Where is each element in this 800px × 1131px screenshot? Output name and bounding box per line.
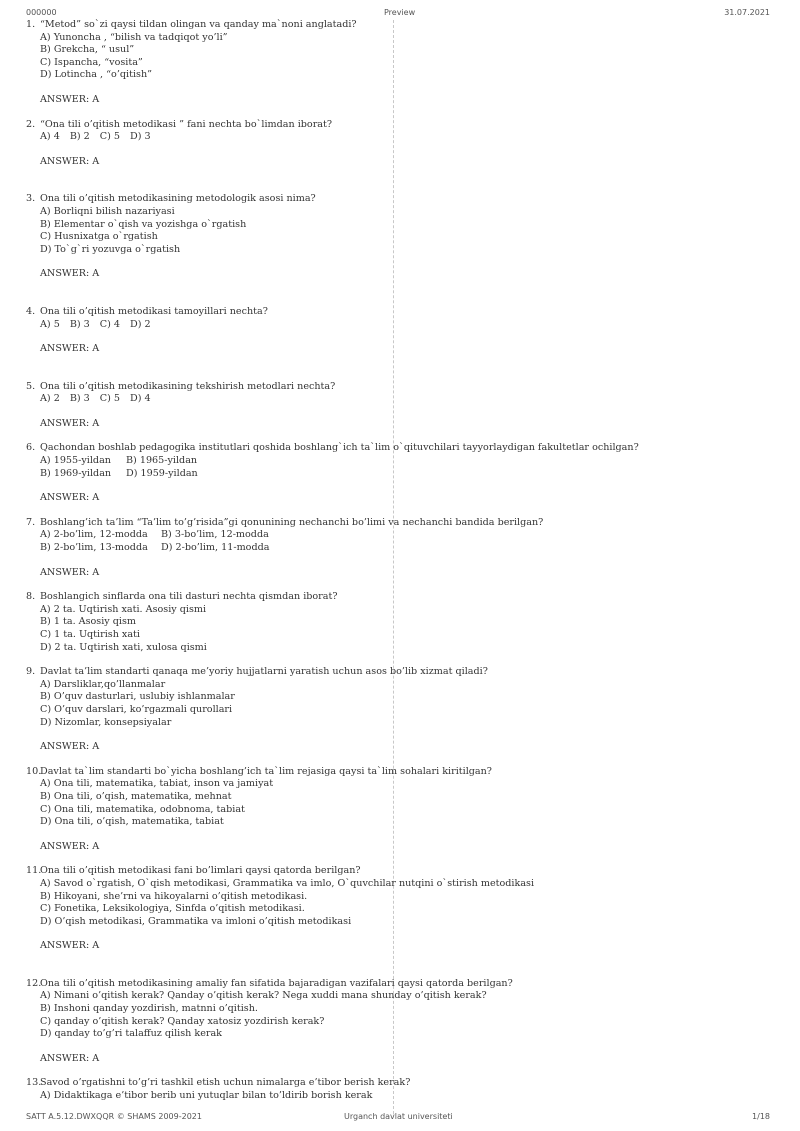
option: D) To`g`ri yozuvga o`rgatish (40, 243, 181, 255)
question-text: Ona tili o’qitish metodikasining tekshirish metodlari nechta? (40, 380, 336, 392)
option: B) 1965-yildan (126, 455, 198, 467)
inline-options (26, 393, 766, 406)
option: C) Ona tili, matematika, odobnoma, tabiat (40, 803, 245, 815)
question-text: Boshlang’ich ta’lim “Ta’lim to’g’risida”gi qonunining nechanchi bo’limi va nechanchi bandida berilgan? (40, 516, 544, 528)
option: A) 1955-yildan (40, 455, 111, 467)
option: B) Elementar o`qish va yozishga o`rgatish (40, 218, 247, 230)
question-number: 3. (26, 193, 36, 205)
question (26, 766, 766, 854)
question-text: “Ona tili o’qitish metodikasi ” fani nechta bo`limdan iborat? (40, 118, 333, 130)
question (26, 1077, 766, 1102)
question (26, 517, 766, 579)
question-text: Qachondan boshlab pedagogika institutlari qoshida boshlang`ich ta`lim o`qituvchilari tayyorlaydigan fakultetlar ochilgan? (40, 442, 639, 454)
option: D) Lotincha , “o’qitish” (40, 69, 153, 81)
question-text: Ona tili o’qitish metodikasining amaliy fan sifatida bajaradigan vazifalari qaysi qatorda berilgan? (40, 977, 513, 989)
answer: ANSWER: A (40, 155, 100, 167)
option: A) 2 ta. Uqtirish xati. Asosiy qismi (40, 603, 207, 615)
option: A) Yunoncha , “bilish va tadqiqot yo’li” (40, 31, 228, 43)
option: D) 2 (130, 318, 151, 330)
question-number: 1. (26, 19, 36, 30)
question-number: 8. (26, 591, 36, 603)
option: B) Ona tili, o’qish, matematika, mehnat (40, 790, 232, 802)
answer: ANSWER: A (40, 940, 100, 952)
answer: ANSWER: A (40, 268, 100, 280)
question-number: 13. (26, 1077, 42, 1089)
question-text: Ona tili o’qitish metodikasining metodologik asosi nima? (40, 193, 316, 205)
header-id: 000000 (26, 8, 57, 17)
option: D) O’qish metodikasi, Grammatika va imloni o’qitish metodikasi (40, 915, 352, 927)
question-number: 10. (26, 765, 42, 777)
question (26, 666, 766, 754)
option: A) Nimani o’qitish kerak? Qanday o’qitish kerak? Nega xuddi mana shunday o’qitish kerak? (40, 990, 487, 1002)
question (26, 119, 766, 169)
header-title: Preview (384, 8, 416, 17)
question-number: 12. (26, 977, 42, 989)
question-text: Davlat ta’lim standarti qanaqa me’yoriy hujjatlarni yaratish uchun asos bo’lib xizmat qiladi? (40, 666, 488, 678)
question-number: 7. (26, 516, 36, 528)
answer: ANSWER: A (40, 1052, 100, 1064)
header-date: 31.07.2021 (724, 8, 770, 17)
answer: ANSWER: A (40, 417, 100, 429)
option: A) 2-bo’lim, 12-modda (40, 529, 148, 541)
option: C) 1 ta. Uqtirish xati (40, 629, 140, 640)
option: B) Hikoyani, she’rni va hikoyalarni o’qitish metodikasi. (40, 890, 308, 902)
footer-university: Urganch davlat universiteti (344, 1112, 453, 1121)
option: B) 1969-yildan (40, 467, 112, 479)
option: A) 4 (40, 131, 60, 143)
question (26, 978, 766, 1066)
option: C) 5 (99, 131, 121, 143)
question-number: 11. (26, 865, 42, 877)
page-footer (26, 1112, 770, 1124)
question-list (26, 19, 766, 1103)
question (26, 306, 766, 356)
options-grid (26, 529, 766, 554)
option: B) 1 ta. Asosiy qism (40, 616, 136, 628)
inline-options (26, 319, 766, 332)
options-grid (26, 455, 766, 480)
option: D) 1959-yildan (126, 467, 198, 479)
option: B) Inshoni qanday yozdirish, matnni o’qitish. (40, 1003, 258, 1015)
question-text: Ona tili o’qitish metodikasi fani bo’limlari qaysi qatorda berilgan? (40, 865, 361, 877)
option: A) Darsliklar,qo’llanmalar (40, 678, 166, 690)
question-text: “Metod” so`zi qaysi tildan olingan va qanday ma`noni anglatadi? (40, 19, 357, 30)
option: D) 2 ta. Uqtirish xati, xulosa qismi (40, 641, 207, 653)
option: B) Grekcha, “ usul” (40, 44, 135, 56)
option: C) qanday o’qitish kerak? Qanday xatosiz yozdirish kerak? (40, 1015, 325, 1027)
question-text: Savod o’rgatishni to’g’ri tashkil etish uchun nimalarga e’tibor berish kerak? (40, 1077, 411, 1089)
option: A) Didaktikaga e’tibor berib uni yutuqlar bilan to’ldirib borish kerak (40, 1090, 373, 1102)
option: C) 5 (99, 393, 121, 405)
question-text: Davlat ta`lim standarti bo`yicha boshlang’ich ta`lim rejasiga qaysi ta`lim sohalari kiritilgan? (40, 765, 492, 777)
option: C) 4 (99, 318, 121, 330)
option: A) Savod o`rgatish, O`qish metodikasi, Grammatika va imlo, O`quvchilar nutqini o`stirish metodikasi (40, 877, 535, 889)
option: D) 2-bo’lim, 11-modda (161, 542, 270, 554)
answer: ANSWER: A (40, 741, 100, 753)
option: D) Ona tili, o’qish, matematika, tabiat (40, 816, 224, 828)
question (26, 591, 766, 654)
answer: ANSWER: A (40, 93, 100, 105)
inline-options (26, 131, 766, 144)
footer-copyright: SATT A.5.12.DWXQQR © SHAMS 2009-2021 (26, 1112, 202, 1121)
option: B) 2-bo’lim, 13-modda (40, 542, 148, 554)
question-number: 6. (26, 442, 36, 454)
question (26, 381, 766, 431)
question (26, 442, 766, 504)
option: B) 3-bo’lim, 12-modda (161, 529, 269, 541)
option: A) Borliqni bilish nazariyasi (40, 205, 175, 217)
question-number: 5. (26, 380, 36, 392)
question (26, 865, 766, 953)
option: D) qanday to’g’ri talaffuz qilish kerak (40, 1028, 223, 1040)
question (26, 193, 766, 281)
option: D) 3 (130, 131, 151, 143)
answer: ANSWER: A (40, 343, 100, 355)
option: A) 5 (40, 318, 60, 330)
option: D) 4 (130, 393, 151, 405)
question-number: 4. (26, 305, 36, 317)
question-text: Ona tili o’qitish metodikasi tamoyillari nechta? (40, 305, 268, 317)
option: C) Fonetika, Leksikologiya, Sinfda o’qitish metodikasi. (40, 903, 305, 915)
question-number: 9. (26, 666, 36, 678)
option: B) 3 (69, 318, 90, 330)
answer: ANSWER: A (40, 840, 100, 852)
answer: ANSWER: A (40, 492, 100, 504)
question-number: 2. (26, 118, 36, 130)
option: B) 2 (69, 131, 90, 143)
question (26, 19, 766, 107)
option: C) Ispancha, “vosita” (40, 56, 143, 68)
option: A) 2 (40, 393, 60, 405)
page-number: 1/18 (752, 1112, 770, 1121)
option: D) Nizomlar, konsepsiyalar (40, 716, 172, 728)
question-text: Boshlangich sinflarda ona tili dasturi nechta qismdan iborat? (40, 591, 338, 603)
answer: ANSWER: A (40, 566, 100, 578)
option: B) 3 (69, 393, 90, 405)
option: A) Ona tili, matematika, tabiat, inson va jamiyat (40, 778, 274, 790)
option: C) Husnixatga o`rgatish (40, 231, 158, 243)
option: C) O’quv darslari, ko’rgazmali qurollari (40, 703, 233, 715)
option: B) O’quv dasturlari, uslubiy ishlanmalar (40, 691, 235, 703)
